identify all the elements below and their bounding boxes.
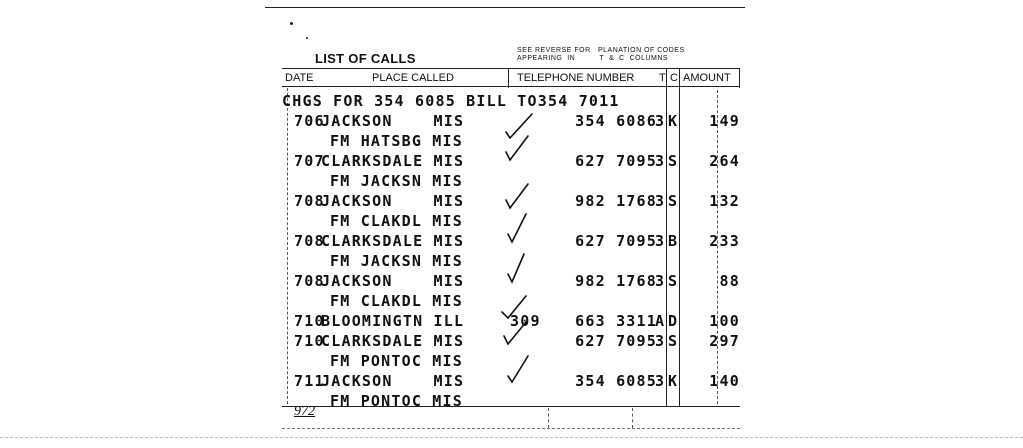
row-phone-number: 627 7095 (575, 332, 657, 350)
col-t: T (659, 72, 666, 84)
bottom-dots (0, 437, 1023, 438)
col-date: DATE (285, 72, 314, 84)
row-c-code: K (668, 372, 679, 390)
row-phone-number: 663 3311 (575, 312, 657, 330)
row-place: JACKSON MIS (321, 272, 465, 290)
row-amount: 132 (709, 192, 740, 210)
codes-note-line2: APPEARING IN T & C COLUMNS (517, 55, 669, 62)
row-date: 708 (294, 272, 325, 290)
c-divider (679, 68, 680, 406)
row-t-code: 3 (655, 372, 666, 390)
row-t-code: 3 (655, 112, 666, 130)
right-edge (739, 68, 740, 88)
row-place: CLARKSDALE MIS (321, 332, 465, 350)
row-c-code: S (668, 192, 679, 210)
foot-dash (548, 408, 549, 428)
row-from-place: FM JACKSN MIS (330, 252, 463, 270)
header-bottom-rule (282, 86, 740, 87)
codes-note (517, 47, 685, 63)
row-date: 706 (294, 112, 325, 130)
row-place: CLARKSDALE MIS (321, 232, 465, 250)
row-phone-number: 627 7095 (575, 152, 657, 170)
row-from-place: FM HATSBG MIS (330, 132, 463, 150)
row-t-code: 3 (655, 232, 666, 250)
row-t-code: A (655, 312, 666, 330)
row-place: JACKSON MIS (321, 372, 465, 390)
row-amount: 88 (719, 272, 740, 290)
row-amount: 233 (709, 232, 740, 250)
row-from-place: FM PONTOC MIS (330, 352, 463, 370)
row-amount: 140 (709, 372, 740, 390)
check-mark-icon (508, 356, 528, 382)
foot-dash (632, 408, 633, 428)
row-date: 710 (294, 312, 325, 330)
check-mark-icon (504, 322, 526, 344)
row-t-code: 3 (655, 332, 666, 350)
row-t-code: 3 (655, 272, 666, 290)
check-mark-icon (506, 136, 528, 160)
row-place: CLARKSDALE MIS (321, 152, 465, 170)
row-amount: 264 (709, 152, 740, 170)
row-t-code: 3 (655, 192, 666, 210)
check-mark-icon (502, 296, 526, 318)
row-t-code: 3 (655, 152, 666, 170)
check-marks (498, 104, 558, 404)
col-amount: AMOUNT (683, 72, 731, 84)
row-phone-number: 354 6086 (575, 112, 657, 130)
speck (306, 37, 308, 39)
row-c-code: S (668, 152, 679, 170)
row-area-code: 309 (510, 312, 541, 330)
check-mark-icon (506, 184, 528, 208)
row-phone-number: 627 7095 (575, 232, 657, 250)
check-mark-icon (508, 254, 524, 282)
col-c: C (670, 72, 678, 84)
row-from-place: FM CLAKDL MIS (330, 292, 463, 310)
row-c-code: K (668, 112, 679, 130)
row-date: 708 (294, 192, 325, 210)
row-phone-number: 354 6085 (575, 372, 657, 390)
row-amount: 100 (709, 312, 740, 330)
row-place: JACKSON MIS (321, 112, 465, 130)
row-amount: 149 (709, 112, 740, 130)
t-divider (666, 68, 667, 406)
codes-note-line1: SEE REVERSE FOR PLANATION OF CODES (517, 47, 685, 54)
col-place: PLACE CALLED (372, 72, 454, 84)
header-top-rule (282, 68, 740, 69)
list-title: LIST OF CALLS (315, 51, 416, 66)
col-telephone: TELEPHONE NUMBER (517, 72, 635, 84)
row-c-code: D (668, 312, 679, 330)
check-mark-icon (506, 114, 532, 138)
row-from-place: FM JACKSN MIS (330, 172, 463, 190)
row-phone-number: 982 1768 (575, 192, 657, 210)
row-from-place: FM CLAKDL MIS (330, 212, 463, 230)
row-amount: 297 (709, 332, 740, 350)
speck (290, 22, 293, 25)
footer-number: 972 (294, 404, 315, 419)
top-rule (265, 7, 745, 8)
row-c-code: S (668, 272, 679, 290)
check-mark-icon (508, 214, 526, 242)
row-place: BLOOMINGTN ILL (321, 312, 465, 330)
charges-line: CHGS FOR 354 6085 BILL TO354 7011 (282, 92, 620, 110)
row-date: 711 (294, 372, 325, 390)
row-date: 708 (294, 232, 325, 250)
row-place: JACKSON MIS (321, 192, 465, 210)
row-phone-number: 982 1768 (575, 272, 657, 290)
row-date: 710 (294, 332, 325, 350)
date-dash (287, 88, 288, 404)
row-date: 707 (294, 152, 325, 170)
row-from-place: FM PONTOC MIS (330, 392, 463, 410)
place-divider (508, 68, 509, 88)
row-c-code: S (668, 332, 679, 350)
footer-dash-rule (282, 428, 740, 429)
row-c-code: B (668, 232, 679, 250)
